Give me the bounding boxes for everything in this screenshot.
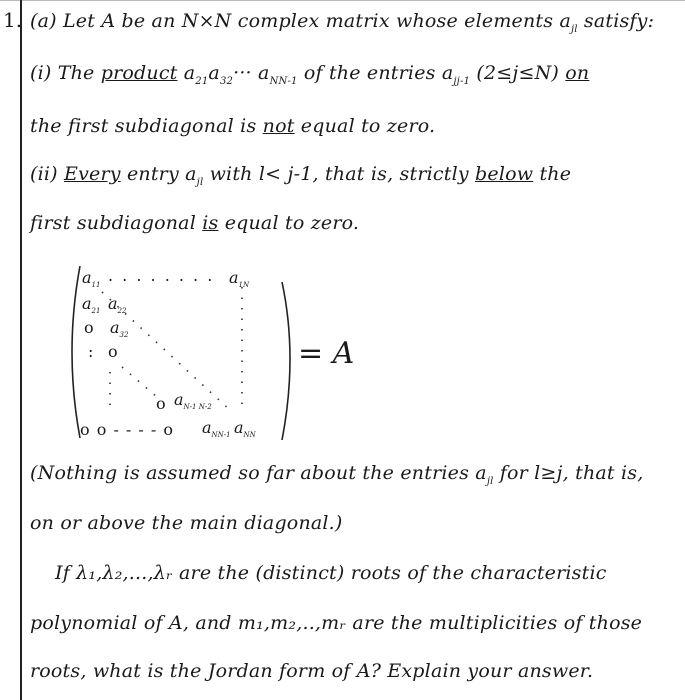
entry-aNN: $a_{NN}$ (234, 418, 256, 440)
problem-number: 1. (3, 8, 23, 32)
line-6-b: for l≥j, that is, (493, 462, 644, 484)
entry-a22: $a_{22}$ (108, 294, 127, 316)
word-every: Every (64, 163, 121, 185)
text-line-2 (30, 62, 589, 87)
text-line-3 (30, 115, 435, 137)
word-below: below (475, 163, 534, 185)
line-2-a: (i) The (30, 62, 101, 84)
line-2-c-sub: 32 (219, 75, 234, 87)
entry-zero-n1: o (156, 394, 166, 413)
text-line-5 (30, 212, 359, 234)
word-on: on (565, 62, 590, 84)
equals-a: = A (298, 336, 355, 371)
entry-a1N: $a_{1N}$ (229, 268, 250, 290)
text-line-10: roots, what is the Jordan form of A? Explain your answer. (30, 660, 594, 682)
word-product: product (100, 62, 178, 84)
line-4-c: with l< j-1, that is, strictly (203, 163, 476, 185)
hessenberg-matrix (62, 262, 302, 442)
text-line-8: If λ₁,λ₂,...,λᵣ are the (distinct) roots of the characteristic (55, 562, 607, 584)
line-5-b: equal to zero. (218, 212, 360, 234)
line-2-f: (2≤j≤N) (470, 62, 566, 84)
row4-dot: : (88, 342, 94, 361)
entry-a11: $a_{11}$ (82, 268, 101, 290)
line-6-sub: jl (486, 475, 494, 487)
line-5-a: first subdiagonal (30, 212, 203, 234)
entry-aNN1: $a_{NN-1}$ (202, 418, 231, 440)
line-2-b: a (177, 62, 196, 84)
text-line-4 (30, 163, 571, 188)
line-4-d: the (533, 163, 572, 185)
line-3-a: the first subdiagonal is (30, 115, 263, 137)
line-2-e-sub: jj-1 (453, 75, 471, 87)
top-row-dots: . . . . . . . . (108, 266, 215, 285)
word-not: not (262, 115, 295, 137)
text-line-6 (30, 462, 643, 487)
entry-a21: $a_{21}$ (82, 294, 101, 316)
line-3-b: equal to zero. (294, 115, 436, 137)
text-line-9: polynomial of A, and m₁,m₂,..,mᵣ are the multiplicities of those (30, 612, 643, 634)
line-1-sub: jl (570, 23, 578, 35)
line-6-a: (Nothing is assumed so far about the entries a (30, 462, 487, 484)
line-2-d: ··· a (233, 62, 270, 84)
line-2-e: of the entries a (297, 62, 454, 84)
text-line-1 (30, 10, 654, 35)
text-line-7: on or above the main diagonal.) (30, 512, 343, 534)
line-1-text: (a) Let A be an N×N complex matrix whose elements a (30, 10, 571, 32)
entry-zero-31: o (84, 318, 94, 337)
last-row-zeros: o o - - - - o (80, 420, 175, 439)
line-4-b-sub: jl (196, 176, 204, 188)
line-1-end: satisfy: (577, 10, 655, 32)
page-top-rule (0, 0, 685, 1)
entry-a32: $a_{32}$ (110, 318, 129, 340)
margin-rule (20, 0, 22, 700)
line-2-d-sub: NN-1 (269, 75, 298, 87)
line-2-c: a (208, 62, 220, 84)
line-4-b: entry a (120, 163, 197, 185)
entry-zero-42: o (108, 342, 118, 361)
line-2-b-sub: 21 (195, 75, 209, 87)
entry-aN1N2: $a_{N-1 N-2}$ (174, 390, 212, 412)
line-4-a: (ii) (30, 163, 65, 185)
word-is: is (202, 212, 219, 234)
